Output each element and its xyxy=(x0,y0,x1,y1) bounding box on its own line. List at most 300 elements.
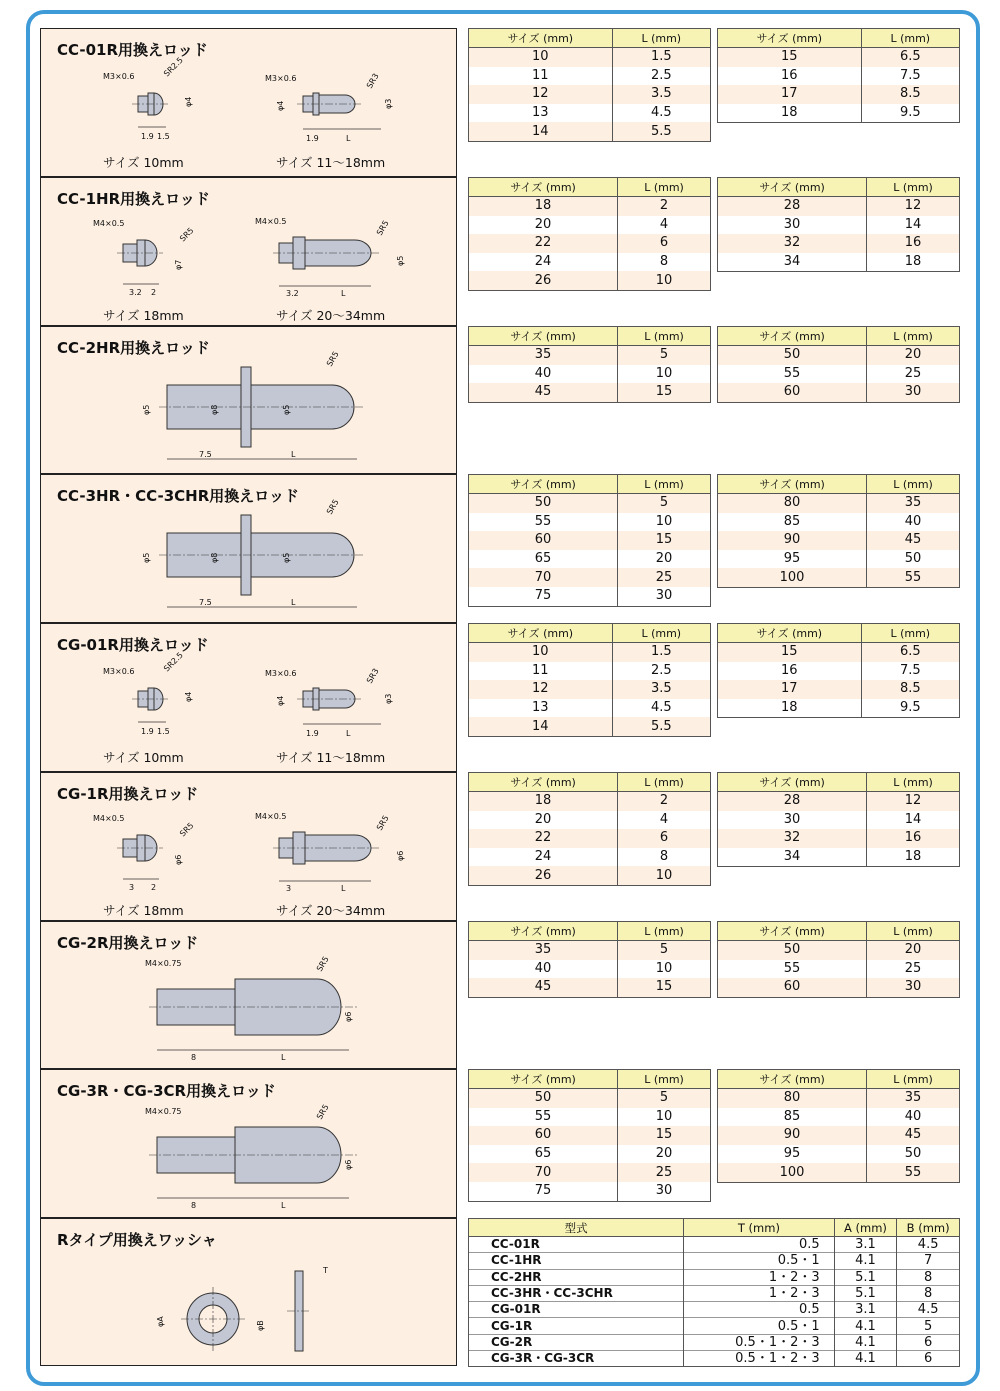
dimension-label: φ8 xyxy=(210,404,219,415)
length-cell: 35 xyxy=(867,494,960,513)
model-cell: CG-01R xyxy=(469,1302,684,1318)
size-cell: 95 xyxy=(718,550,867,569)
length-cell: 5 xyxy=(618,941,711,960)
b-cell: 6 xyxy=(897,1351,960,1367)
length-column-header: L (mm) xyxy=(618,1070,711,1089)
size-column-header: サイズ (mm) xyxy=(469,475,618,494)
rod-panel xyxy=(40,921,457,1069)
length-cell: 10 xyxy=(618,513,711,532)
length-column-header: L (mm) xyxy=(867,773,960,792)
size-column-header: サイズ (mm) xyxy=(469,1070,618,1089)
dimension-label: φ6 xyxy=(344,1011,353,1022)
table-row xyxy=(718,1145,960,1164)
table-row xyxy=(718,941,960,960)
dimension-label: L xyxy=(281,1053,286,1062)
length-cell: 14 xyxy=(867,216,960,235)
dimension-label: 3.2 xyxy=(129,288,142,297)
size-cell: 10 xyxy=(469,643,613,662)
table-row xyxy=(718,829,960,848)
length-cell: 1.5 xyxy=(612,48,710,67)
length-cell: 25 xyxy=(867,365,960,384)
dimension-label: L xyxy=(291,598,296,607)
length-cell: 6.5 xyxy=(861,48,959,67)
size-cell: 100 xyxy=(718,568,867,587)
dimension-label: 1.9 xyxy=(141,727,154,736)
length-cell: 10 xyxy=(618,271,711,290)
table-row xyxy=(469,216,711,235)
length-cell: 45 xyxy=(867,1126,960,1145)
dimension-label: SR2.5 xyxy=(162,650,185,674)
length-cell: 25 xyxy=(618,1163,711,1182)
dimension-label: 8 xyxy=(191,1053,197,1062)
table-row xyxy=(469,513,711,532)
size-table xyxy=(717,474,960,588)
table-row xyxy=(469,383,711,402)
table-header-row xyxy=(469,624,711,643)
dimension-label: 2 xyxy=(151,883,157,892)
length-cell: 10 xyxy=(618,365,711,384)
table-row xyxy=(718,680,960,699)
size-caption: サイズ 18mm xyxy=(103,308,184,323)
table-header-row xyxy=(469,475,711,494)
length-column-header: L (mm) xyxy=(867,1070,960,1089)
table-row xyxy=(718,494,960,513)
dimension-label: 1.9 xyxy=(306,134,319,143)
t-cell: 0.5 xyxy=(684,1237,835,1253)
size-caption: サイズ 18mm xyxy=(103,903,184,918)
table-row xyxy=(469,365,711,384)
dimension-label: φ6 xyxy=(344,1159,353,1170)
length-column-header: L (mm) xyxy=(618,922,711,941)
panel-title: CC-3HR・CC-3CHR用換えロッド xyxy=(57,487,299,505)
size-cell: 40 xyxy=(469,960,618,979)
dimension-label: 8 xyxy=(191,1201,197,1210)
length-cell: 6.5 xyxy=(861,643,959,662)
length-cell: 30 xyxy=(618,1182,711,1201)
t-cell: 0.5 xyxy=(684,1302,835,1318)
dimension-label: M3×0.6 xyxy=(103,72,135,81)
length-cell: 8.5 xyxy=(861,85,959,104)
column-header: A (mm) xyxy=(834,1219,897,1237)
table-row xyxy=(718,197,960,216)
dimension-label: φA xyxy=(156,1316,165,1327)
size-cell: 30 xyxy=(718,811,867,830)
washer-table xyxy=(468,1218,960,1367)
length-column-header: L (mm) xyxy=(867,327,960,346)
table-row xyxy=(718,1163,960,1182)
length-cell: 3.5 xyxy=(612,85,710,104)
size-cell: 85 xyxy=(718,513,867,532)
table-row xyxy=(469,531,711,550)
panel-title: Rタイプ用換えワッシャ xyxy=(57,1231,217,1249)
size-cell: 20 xyxy=(469,216,618,235)
dimension-label: 1.9 xyxy=(306,729,319,738)
rod-drawing xyxy=(41,624,456,771)
table-row xyxy=(718,662,960,681)
dimension-label: φ5 xyxy=(142,404,151,415)
size-cell: 70 xyxy=(469,1163,618,1182)
table-row xyxy=(469,1351,960,1367)
table-row xyxy=(718,978,960,997)
size-cell: 26 xyxy=(469,866,618,885)
a-cell: 5.1 xyxy=(834,1285,897,1301)
dimension-label: M4×0.5 xyxy=(255,812,287,821)
length-cell: 8.5 xyxy=(861,680,959,699)
table-header-row xyxy=(469,1070,711,1089)
length-cell: 45 xyxy=(867,531,960,550)
dimension-label: SR3 xyxy=(364,71,381,90)
table-header-row xyxy=(469,773,711,792)
size-cell: 20 xyxy=(469,811,618,830)
table-row xyxy=(469,1253,960,1269)
length-cell: 50 xyxy=(867,550,960,569)
size-cell: 28 xyxy=(718,792,867,811)
t-cell: 1・2・3 xyxy=(684,1285,835,1301)
table-row xyxy=(469,1163,711,1182)
size-caption: サイズ 20〜34mm xyxy=(276,308,386,323)
length-column-header: L (mm) xyxy=(861,29,959,48)
dimension-label: SR2.5 xyxy=(162,55,185,79)
table-row xyxy=(718,811,960,830)
dimension-label: L xyxy=(291,450,296,459)
table-row xyxy=(469,85,711,104)
size-cell: 17 xyxy=(718,85,862,104)
dimension-label: φ5 xyxy=(142,552,151,563)
size-cell: 55 xyxy=(469,1108,618,1127)
size-cell: 22 xyxy=(469,829,618,848)
length-cell: 6 xyxy=(618,234,711,253)
table-header-row xyxy=(469,327,711,346)
length-cell: 18 xyxy=(867,848,960,867)
size-cell: 32 xyxy=(718,829,867,848)
table-row xyxy=(718,234,960,253)
table-row xyxy=(469,253,711,272)
size-cell: 35 xyxy=(469,941,618,960)
size-cell: 80 xyxy=(718,1089,867,1108)
size-cell: 75 xyxy=(469,1182,618,1201)
table-row xyxy=(469,1302,960,1318)
table-row xyxy=(718,513,960,532)
table-row xyxy=(469,1145,711,1164)
table-row xyxy=(469,494,711,513)
size-cell: 15 xyxy=(718,643,862,662)
table-row xyxy=(469,271,711,290)
table-header-row xyxy=(469,29,711,48)
model-cell: CG-1R xyxy=(469,1318,684,1334)
length-cell: 30 xyxy=(867,383,960,402)
size-cell: 17 xyxy=(718,680,862,699)
length-cell: 7.5 xyxy=(861,67,959,86)
table-row xyxy=(718,85,960,104)
size-cell: 70 xyxy=(469,568,618,587)
dimension-label: 1.9 xyxy=(141,132,154,141)
table-row xyxy=(469,550,711,569)
table-row xyxy=(718,1089,960,1108)
dimension-label: 7.5 xyxy=(199,598,212,607)
size-cell: 30 xyxy=(718,216,867,235)
a-cell: 4.1 xyxy=(834,1351,897,1367)
table-header-row xyxy=(718,178,960,197)
dimension-label: 2 xyxy=(151,288,157,297)
size-table xyxy=(468,177,711,291)
table-header-row xyxy=(718,327,960,346)
size-table xyxy=(717,623,960,718)
column-header: T (mm) xyxy=(684,1219,835,1237)
size-cell: 55 xyxy=(469,513,618,532)
washer-drawing xyxy=(41,1219,456,1365)
dimension-label: φ3 xyxy=(384,98,393,109)
length-column-header: L (mm) xyxy=(618,773,711,792)
table-row xyxy=(469,1269,960,1285)
model-cell: CC-3HR・CC-3CHR xyxy=(469,1285,684,1301)
size-cell: 80 xyxy=(718,494,867,513)
model-cell: CC-2HR xyxy=(469,1269,684,1285)
dimension-label: L xyxy=(346,729,351,738)
length-cell: 16 xyxy=(867,234,960,253)
dimension-label: φ6 xyxy=(396,850,405,861)
size-cell: 12 xyxy=(469,85,613,104)
length-cell: 15 xyxy=(618,383,711,402)
size-column-header: サイズ (mm) xyxy=(718,624,862,643)
table-row xyxy=(469,811,711,830)
table-row xyxy=(469,643,711,662)
table-row xyxy=(469,941,711,960)
dimension-label: φ4 xyxy=(276,695,285,706)
rod-drawing xyxy=(41,475,456,622)
size-cell: 22 xyxy=(469,234,618,253)
size-cell: 50 xyxy=(718,346,867,365)
b-cell: 8 xyxy=(897,1269,960,1285)
dimension-label: SR5 xyxy=(314,1102,331,1121)
size-column-header: サイズ (mm) xyxy=(718,29,862,48)
size-cell: 75 xyxy=(469,587,618,606)
length-column-header: L (mm) xyxy=(612,29,710,48)
size-cell: 60 xyxy=(718,383,867,402)
size-cell: 32 xyxy=(718,234,867,253)
size-caption: サイズ 10mm xyxy=(103,155,184,170)
table-row xyxy=(718,568,960,587)
b-cell: 6 xyxy=(897,1334,960,1350)
panel-title: CG-3R・CG-3CR用換えロッド xyxy=(57,1082,276,1100)
size-cell: 90 xyxy=(718,531,867,550)
dimension-label: φB xyxy=(256,1320,265,1331)
t-cell: 0.5・1 xyxy=(684,1318,835,1334)
table-row xyxy=(469,717,711,736)
size-column-header: サイズ (mm) xyxy=(469,922,618,941)
size-cell: 18 xyxy=(718,104,862,123)
a-cell: 3.1 xyxy=(834,1302,897,1318)
length-cell: 40 xyxy=(867,1108,960,1127)
size-cell: 14 xyxy=(469,717,613,736)
size-cell: 13 xyxy=(469,699,613,718)
length-cell: 35 xyxy=(867,1089,960,1108)
size-cell: 55 xyxy=(718,365,867,384)
table-header-row xyxy=(718,475,960,494)
length-cell: 12 xyxy=(867,197,960,216)
table-row xyxy=(718,699,960,718)
rod-panel xyxy=(40,772,457,921)
table-row xyxy=(718,48,960,67)
size-cell: 40 xyxy=(469,365,618,384)
size-cell: 65 xyxy=(469,550,618,569)
dimension-label: SR5 xyxy=(314,954,331,973)
rod-drawing xyxy=(41,327,456,473)
table-row xyxy=(469,67,711,86)
rod-panel xyxy=(40,177,457,326)
size-column-header: サイズ (mm) xyxy=(469,773,618,792)
table-header-row xyxy=(718,624,960,643)
size-caption: サイズ 20〜34mm xyxy=(276,903,386,918)
table-row xyxy=(469,1285,960,1301)
table-row xyxy=(718,960,960,979)
table-row xyxy=(718,1126,960,1145)
length-cell: 4 xyxy=(618,811,711,830)
size-table xyxy=(717,177,960,272)
size-caption: サイズ 10mm xyxy=(103,750,184,765)
dimension-label: φ5 xyxy=(396,255,405,266)
rod-drawing xyxy=(41,29,456,176)
size-caption: サイズ 11〜18mm xyxy=(276,750,386,765)
panel-title: CG-2R用換えロッド xyxy=(57,934,199,952)
panel-title: CC-01R用換えロッド xyxy=(57,41,208,59)
rod-panel xyxy=(40,28,457,177)
size-cell: 50 xyxy=(469,1089,618,1108)
length-column-header: L (mm) xyxy=(618,475,711,494)
dimension-label: SR5 xyxy=(178,225,196,244)
size-cell: 24 xyxy=(469,253,618,272)
length-cell: 2 xyxy=(618,792,711,811)
dimension-label: 1.5 xyxy=(157,727,170,736)
t-cell: 0.5・1・2・3 xyxy=(684,1351,835,1367)
size-cell: 95 xyxy=(718,1145,867,1164)
column-header: B (mm) xyxy=(897,1219,960,1237)
length-cell: 15 xyxy=(618,978,711,997)
length-cell: 5.5 xyxy=(612,717,710,736)
rod-panel xyxy=(40,1069,457,1218)
table-row xyxy=(718,67,960,86)
length-column-header: L (mm) xyxy=(867,178,960,197)
a-cell: 5.1 xyxy=(834,1269,897,1285)
length-cell: 16 xyxy=(867,829,960,848)
table-row xyxy=(718,550,960,569)
table-row xyxy=(718,104,960,123)
table-row xyxy=(718,848,960,867)
size-column-header: サイズ (mm) xyxy=(718,1070,867,1089)
table-row xyxy=(718,643,960,662)
size-cell: 24 xyxy=(469,848,618,867)
table-row xyxy=(469,1318,960,1334)
table-header-row xyxy=(718,922,960,941)
table-row xyxy=(718,253,960,272)
length-cell: 9.5 xyxy=(861,699,959,718)
table-row xyxy=(469,197,711,216)
panel-title: CG-01R用換えロッド xyxy=(57,636,209,654)
dimension-label: SR5 xyxy=(374,218,391,237)
b-cell: 5 xyxy=(897,1318,960,1334)
table-row xyxy=(469,122,711,141)
size-cell: 13 xyxy=(469,104,613,123)
model-cell: CC-01R xyxy=(469,1237,684,1253)
panel-title: CC-2HR用換えロッド xyxy=(57,339,210,357)
rod-drawing xyxy=(41,1070,456,1217)
column-header: 型式 xyxy=(469,1219,684,1237)
size-column-header: サイズ (mm) xyxy=(718,773,867,792)
length-cell: 1.5 xyxy=(612,643,710,662)
length-cell: 2.5 xyxy=(612,662,710,681)
dimension-label: T xyxy=(323,1266,328,1275)
table-header-row xyxy=(718,29,960,48)
length-cell: 4.5 xyxy=(612,104,710,123)
dimension-label: SR5 xyxy=(178,820,196,839)
size-cell: 28 xyxy=(718,197,867,216)
table-row xyxy=(469,829,711,848)
size-cell: 100 xyxy=(718,1163,867,1182)
dimension-label: M3×0.6 xyxy=(265,74,297,83)
size-table xyxy=(468,921,711,998)
length-cell: 8 xyxy=(618,253,711,272)
rod-panel xyxy=(40,474,457,623)
size-cell: 45 xyxy=(469,383,618,402)
b-cell: 7 xyxy=(897,1253,960,1269)
dimension-label: L xyxy=(341,884,346,893)
length-cell: 50 xyxy=(867,1145,960,1164)
length-cell: 6 xyxy=(618,829,711,848)
dimension-label: L xyxy=(341,289,346,298)
dimension-label: SR5 xyxy=(324,497,341,516)
table-row xyxy=(469,346,711,365)
table-row xyxy=(718,1108,960,1127)
length-cell: 55 xyxy=(867,1163,960,1182)
a-cell: 4.1 xyxy=(834,1318,897,1334)
a-cell: 3.1 xyxy=(834,1237,897,1253)
table-row xyxy=(469,48,711,67)
size-table xyxy=(717,28,960,123)
size-cell: 18 xyxy=(469,197,618,216)
size-table xyxy=(468,474,711,607)
length-column-header: L (mm) xyxy=(618,327,711,346)
dimension-label: φ7 xyxy=(174,259,183,270)
dimension-label: SR5 xyxy=(374,813,391,832)
size-cell: 35 xyxy=(469,346,618,365)
length-cell: 40 xyxy=(867,513,960,532)
rod-drawing xyxy=(41,773,456,920)
table-row xyxy=(469,662,711,681)
length-cell: 10 xyxy=(618,866,711,885)
length-cell: 9.5 xyxy=(861,104,959,123)
length-cell: 25 xyxy=(618,568,711,587)
size-table xyxy=(468,1069,711,1202)
size-column-header: サイズ (mm) xyxy=(718,327,867,346)
length-cell: 20 xyxy=(618,1145,711,1164)
dimension-label: φ6 xyxy=(174,854,183,865)
table-row xyxy=(469,587,711,606)
table-row xyxy=(718,383,960,402)
size-cell: 45 xyxy=(469,978,618,997)
a-cell: 4.1 xyxy=(834,1334,897,1350)
table-header-row xyxy=(469,178,711,197)
size-cell: 18 xyxy=(718,699,862,718)
dimension-label: SR3 xyxy=(364,666,381,685)
size-cell: 34 xyxy=(718,848,867,867)
size-cell: 55 xyxy=(718,960,867,979)
size-cell: 15 xyxy=(718,48,862,67)
dimension-label: φ4 xyxy=(184,96,193,107)
size-table xyxy=(717,326,960,403)
size-cell: 14 xyxy=(469,122,613,141)
rod-drawing xyxy=(41,178,456,325)
length-cell: 15 xyxy=(618,531,711,550)
size-table xyxy=(468,28,711,142)
